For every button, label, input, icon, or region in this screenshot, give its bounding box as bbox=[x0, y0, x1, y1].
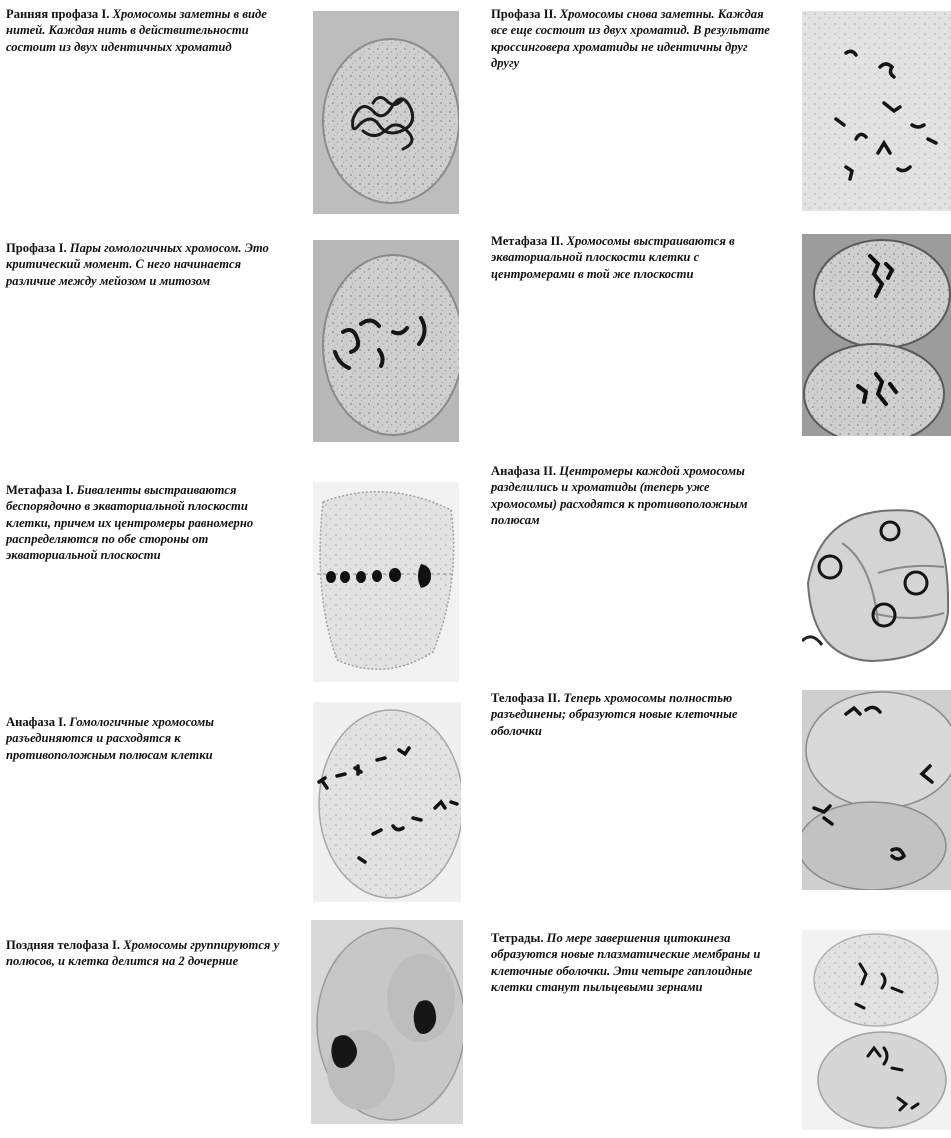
stage-title: Анафаза II. bbox=[491, 464, 557, 478]
stage-title: Ранняя профаза I. bbox=[6, 7, 110, 21]
stage-description: Хромосомы группируются у полюсов, и клетка делится на 2 дочерние bbox=[6, 938, 280, 969]
micrograph-telophase-2-icon bbox=[802, 690, 951, 890]
stage-description: Хромосомы выстраиваются в экваториальной плоскости клетки с центромерами в той же плоскости bbox=[491, 234, 735, 281]
stage-description: Хромосомы заметны в виде нитей. Каждая нить в действительности состоит из двух идентичных хроматид bbox=[6, 7, 267, 54]
entry-telophase-2 bbox=[491, 690, 771, 739]
entry-tetrads bbox=[491, 930, 771, 995]
entry-late-telophase-1 bbox=[6, 937, 288, 970]
micrograph-late-telophase-1-icon bbox=[311, 920, 463, 1124]
micrograph-prophase-1-icon bbox=[313, 240, 459, 442]
entry-early-prophase-1 bbox=[6, 6, 288, 55]
entry-metaphase-1 bbox=[6, 482, 288, 563]
entry-prophase-1 bbox=[6, 240, 288, 289]
micrograph-metaphase-2-icon bbox=[802, 234, 951, 436]
stage-title: Поздняя телофаза I. bbox=[6, 938, 121, 952]
entry-anaphase-2 bbox=[491, 463, 771, 528]
micrograph-early-prophase-1-icon bbox=[313, 11, 459, 214]
micrograph-anaphase-1-icon bbox=[313, 702, 461, 902]
stage-title: Телофаза II. bbox=[491, 691, 561, 705]
micrograph-anaphase-2-icon bbox=[802, 463, 951, 663]
stage-title: Метафаза I. bbox=[6, 483, 74, 497]
stage-description: Теперь хромосомы полностью разъединены; образуются новые клеточные оболочки bbox=[491, 691, 738, 738]
stage-description: Центромеры каждой хромосомы разделились и хроматиды (теперь уже хромосомы) расходятся к противоположным полюсам bbox=[491, 464, 748, 527]
micrograph-prophase-2-icon bbox=[802, 11, 951, 211]
stage-title: Метафаза II. bbox=[491, 234, 564, 248]
stage-description: Гомологичные хромосомы разъединяются и расходятся к противоположным полюсам клетки bbox=[6, 715, 215, 762]
stage-description: Биваленты выстраиваются беспорядочно в экваториальной плоскости клетки, причем их центромеры равномерно распределяются по обе стороны от экваториальной плоскости bbox=[6, 483, 254, 563]
stage-description: Хромосомы снова заметны. Каждая все еще состоит из двух хроматид. В результате кроссинговера хроматиды не идентичны друг другу bbox=[491, 7, 770, 70]
stage-title: Профаза II. bbox=[491, 7, 557, 21]
stage-title: Профаза I. bbox=[6, 241, 67, 255]
stage-description: По мере завершения цитокинеза образуются новые плазматические мембраны и клеточные оболочки. Эти четыре гаплоидные клетки станут пыльцевыми зернами bbox=[491, 931, 761, 994]
stage-description: Пары гомологичных хромосом. Это критический момент. С него начинается различие между мейозом и митозом bbox=[6, 241, 269, 288]
micrograph-metaphase-1-icon bbox=[313, 482, 459, 682]
stage-title: Тетрады. bbox=[491, 931, 544, 945]
micrograph-tetrads-icon bbox=[802, 930, 951, 1130]
stage-title: Анафаза I. bbox=[6, 715, 67, 729]
entry-anaphase-1 bbox=[6, 714, 288, 763]
entry-prophase-2 bbox=[491, 6, 771, 71]
entry-metaphase-2 bbox=[491, 233, 771, 282]
